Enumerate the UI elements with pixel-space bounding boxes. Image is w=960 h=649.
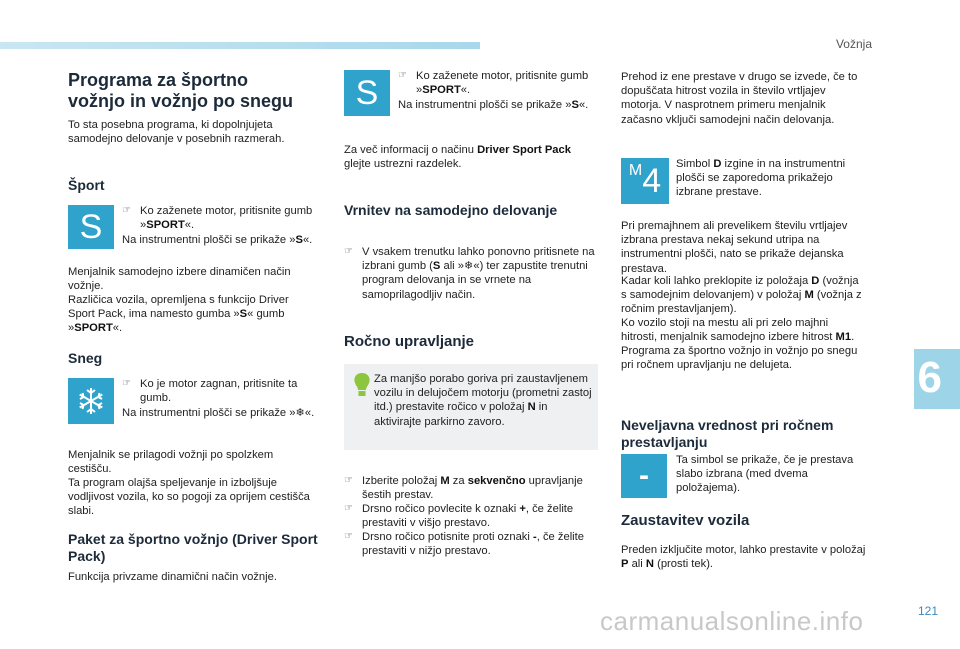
arrow-bullet-icon: ☞ bbox=[122, 205, 131, 216]
stop-vehicle-heading: Zaustavitev vozila bbox=[621, 512, 750, 529]
sport-bullet: ☞ Ko zaženete motor, pritisnite gumb »SPORT«. bbox=[122, 205, 313, 232]
eco-tip-icon bbox=[352, 372, 372, 398]
invalid-value-text: Ta simbol se prikaže, če je prestava slabo izbrana (med dvema položajema). bbox=[676, 454, 854, 495]
stop-vehicle-text: Preden izključite motor, lahko prestavite v položaj P ali N (prosti tek). bbox=[621, 544, 866, 571]
shift-text-2: Pri premajhnem ali prevelikem številu vrtljajev izbrana prestava nekaj sekund utripa na instrumentni plošči, nato se prikaže dejanska prestava. bbox=[621, 220, 848, 275]
snow-body-2: Ta program olajša speljevanje in izboljšuje vodljivost vozila, ko so pogoji za oprijem cestišča slabi. bbox=[68, 477, 310, 518]
sport-bullet-2: ☞ Ko zaženete motor, pritisnite gumb »SPORT«. bbox=[398, 70, 589, 97]
top-accent-bar bbox=[0, 42, 480, 49]
watermark: carmanualsonline.info bbox=[600, 606, 864, 636]
snow-heading: Sneg bbox=[68, 350, 103, 366]
eco-note-text: Za manjšo porabo goriva pri zaustavljenem vozilu in delujočem motorju (prometni zastoj itd.) prestavite ročico v položaj N in aktivirajte parkirno zavoro. bbox=[374, 373, 592, 428]
snow-body-1: Menjalnik se prilagodi vožnji po spolzkem cestišču. bbox=[68, 449, 274, 476]
arrow-bullet-icon: ☞ bbox=[344, 246, 353, 257]
manual-bullet-1: ☞ Izberite položaj M za sekvenčno upravljanje šestih prestav. bbox=[344, 475, 583, 502]
sport-button-icon-2: S bbox=[344, 70, 390, 116]
arrow-bullet-icon: ☞ bbox=[344, 531, 353, 542]
sport-body-1: Menjalnik samodejno izbere dinamičen način vožnje. bbox=[68, 266, 291, 293]
driver-sport-pack-heading: Paket za športno vožnjo (Driver Sport Pack) bbox=[68, 531, 318, 564]
chapter-number: 6 bbox=[917, 353, 942, 402]
manual-heading: Ročno upravljanje bbox=[344, 333, 475, 350]
sport-display-note: Na instrumentni plošči se prikaže »S«. bbox=[122, 234, 313, 246]
shift-text-1: Prehod iz ene prestave v drugo se izvede, če to dopuščata hitrost vozila in število vrtljajev motorja. V nasprotnem primeru menjalnik začasno vključi samodejni način delovanja. bbox=[621, 71, 858, 126]
driver-sport-pack-text: Funkcija privzame dinamični način vožnje. bbox=[68, 571, 277, 583]
gear-m4-icon: M 4 bbox=[621, 158, 669, 204]
shift-text-5: Programa za športno vožnjo in vožnjo po snegu pri ročnem upravljanju ne delujeta. bbox=[621, 345, 858, 372]
sport-button-icon: S bbox=[68, 205, 114, 249]
main-title: Programa za športno vožnjo in vožnjo po snegu bbox=[68, 70, 293, 111]
section-title: Vožnja bbox=[835, 37, 872, 51]
shift-text-3: Kadar koli lahko preklopite iz položaja D (vožnja s samodejnim delovanjem) v položaj M (vožnja z ročnim prestavljanjem). bbox=[621, 275, 862, 316]
snowflake-icon bbox=[68, 378, 114, 424]
shift-text-4: Ko vozilo stoji na mestu ali pri zelo majhni hitrosti, menjalnik samodejno izbere hitrost M1. bbox=[621, 317, 855, 344]
sport-heading: Šport bbox=[68, 177, 105, 193]
invalid-value-heading: Neveljavna vrednost pri ročnem prestavljanju bbox=[621, 417, 834, 450]
return-auto-bullet: ☞ V vsakem trenutku lahko ponovno pritisnete na izbrani gumb (S ali »❄«) ter zapustite trenutni program delovanja in se vrnete na samoprilagodljiv način. bbox=[344, 246, 595, 301]
page-number: 121 bbox=[917, 604, 938, 618]
sport-display-note-2: Na instrumentni plošči se prikaže »S«. bbox=[398, 99, 589, 111]
intro-text: To sta posebna programa, ki dopolnjujeta samodejno delovanje v posebnih razmerah. bbox=[68, 119, 285, 146]
gear-display-text: Simbol D izgine in na instrumentni plošči se zaporedoma prikažejo izbrane prestave. bbox=[676, 158, 846, 199]
return-auto-heading: Vrnitev na samodejno delovanje bbox=[344, 202, 558, 218]
manual-bullet-2: ☞ Drsno ročico povlecite k oznaki +, če želite prestaviti v višjo prestavo. bbox=[344, 503, 574, 530]
manual-bullet-3: ☞ Drsno ročico potisnite proti oznaki -, če želite prestaviti v nižjo prestavo. bbox=[344, 531, 584, 558]
sport-body-2: Različica vozila, opremljena s funkcijo Driver Sport Pack, ima namesto gumba »S« gumb »SPORT«. bbox=[68, 294, 289, 335]
arrow-bullet-icon: ☞ bbox=[344, 503, 353, 514]
minus-icon: - bbox=[621, 454, 667, 498]
arrow-bullet-icon: ☞ bbox=[122, 378, 131, 389]
snow-bullet: ☞ Ko je motor zagnan, pritisnite ta gumb. bbox=[122, 378, 298, 405]
arrow-bullet-icon: ☞ bbox=[398, 70, 407, 81]
driver-sport-pack-info: Za več informacij o načinu Driver Sport Pack glejte ustrezni razdelek. bbox=[344, 144, 571, 171]
arrow-bullet-icon: ☞ bbox=[344, 475, 353, 486]
snow-display-note: Na instrumentni plošči se prikaže »❄«. bbox=[122, 407, 315, 419]
